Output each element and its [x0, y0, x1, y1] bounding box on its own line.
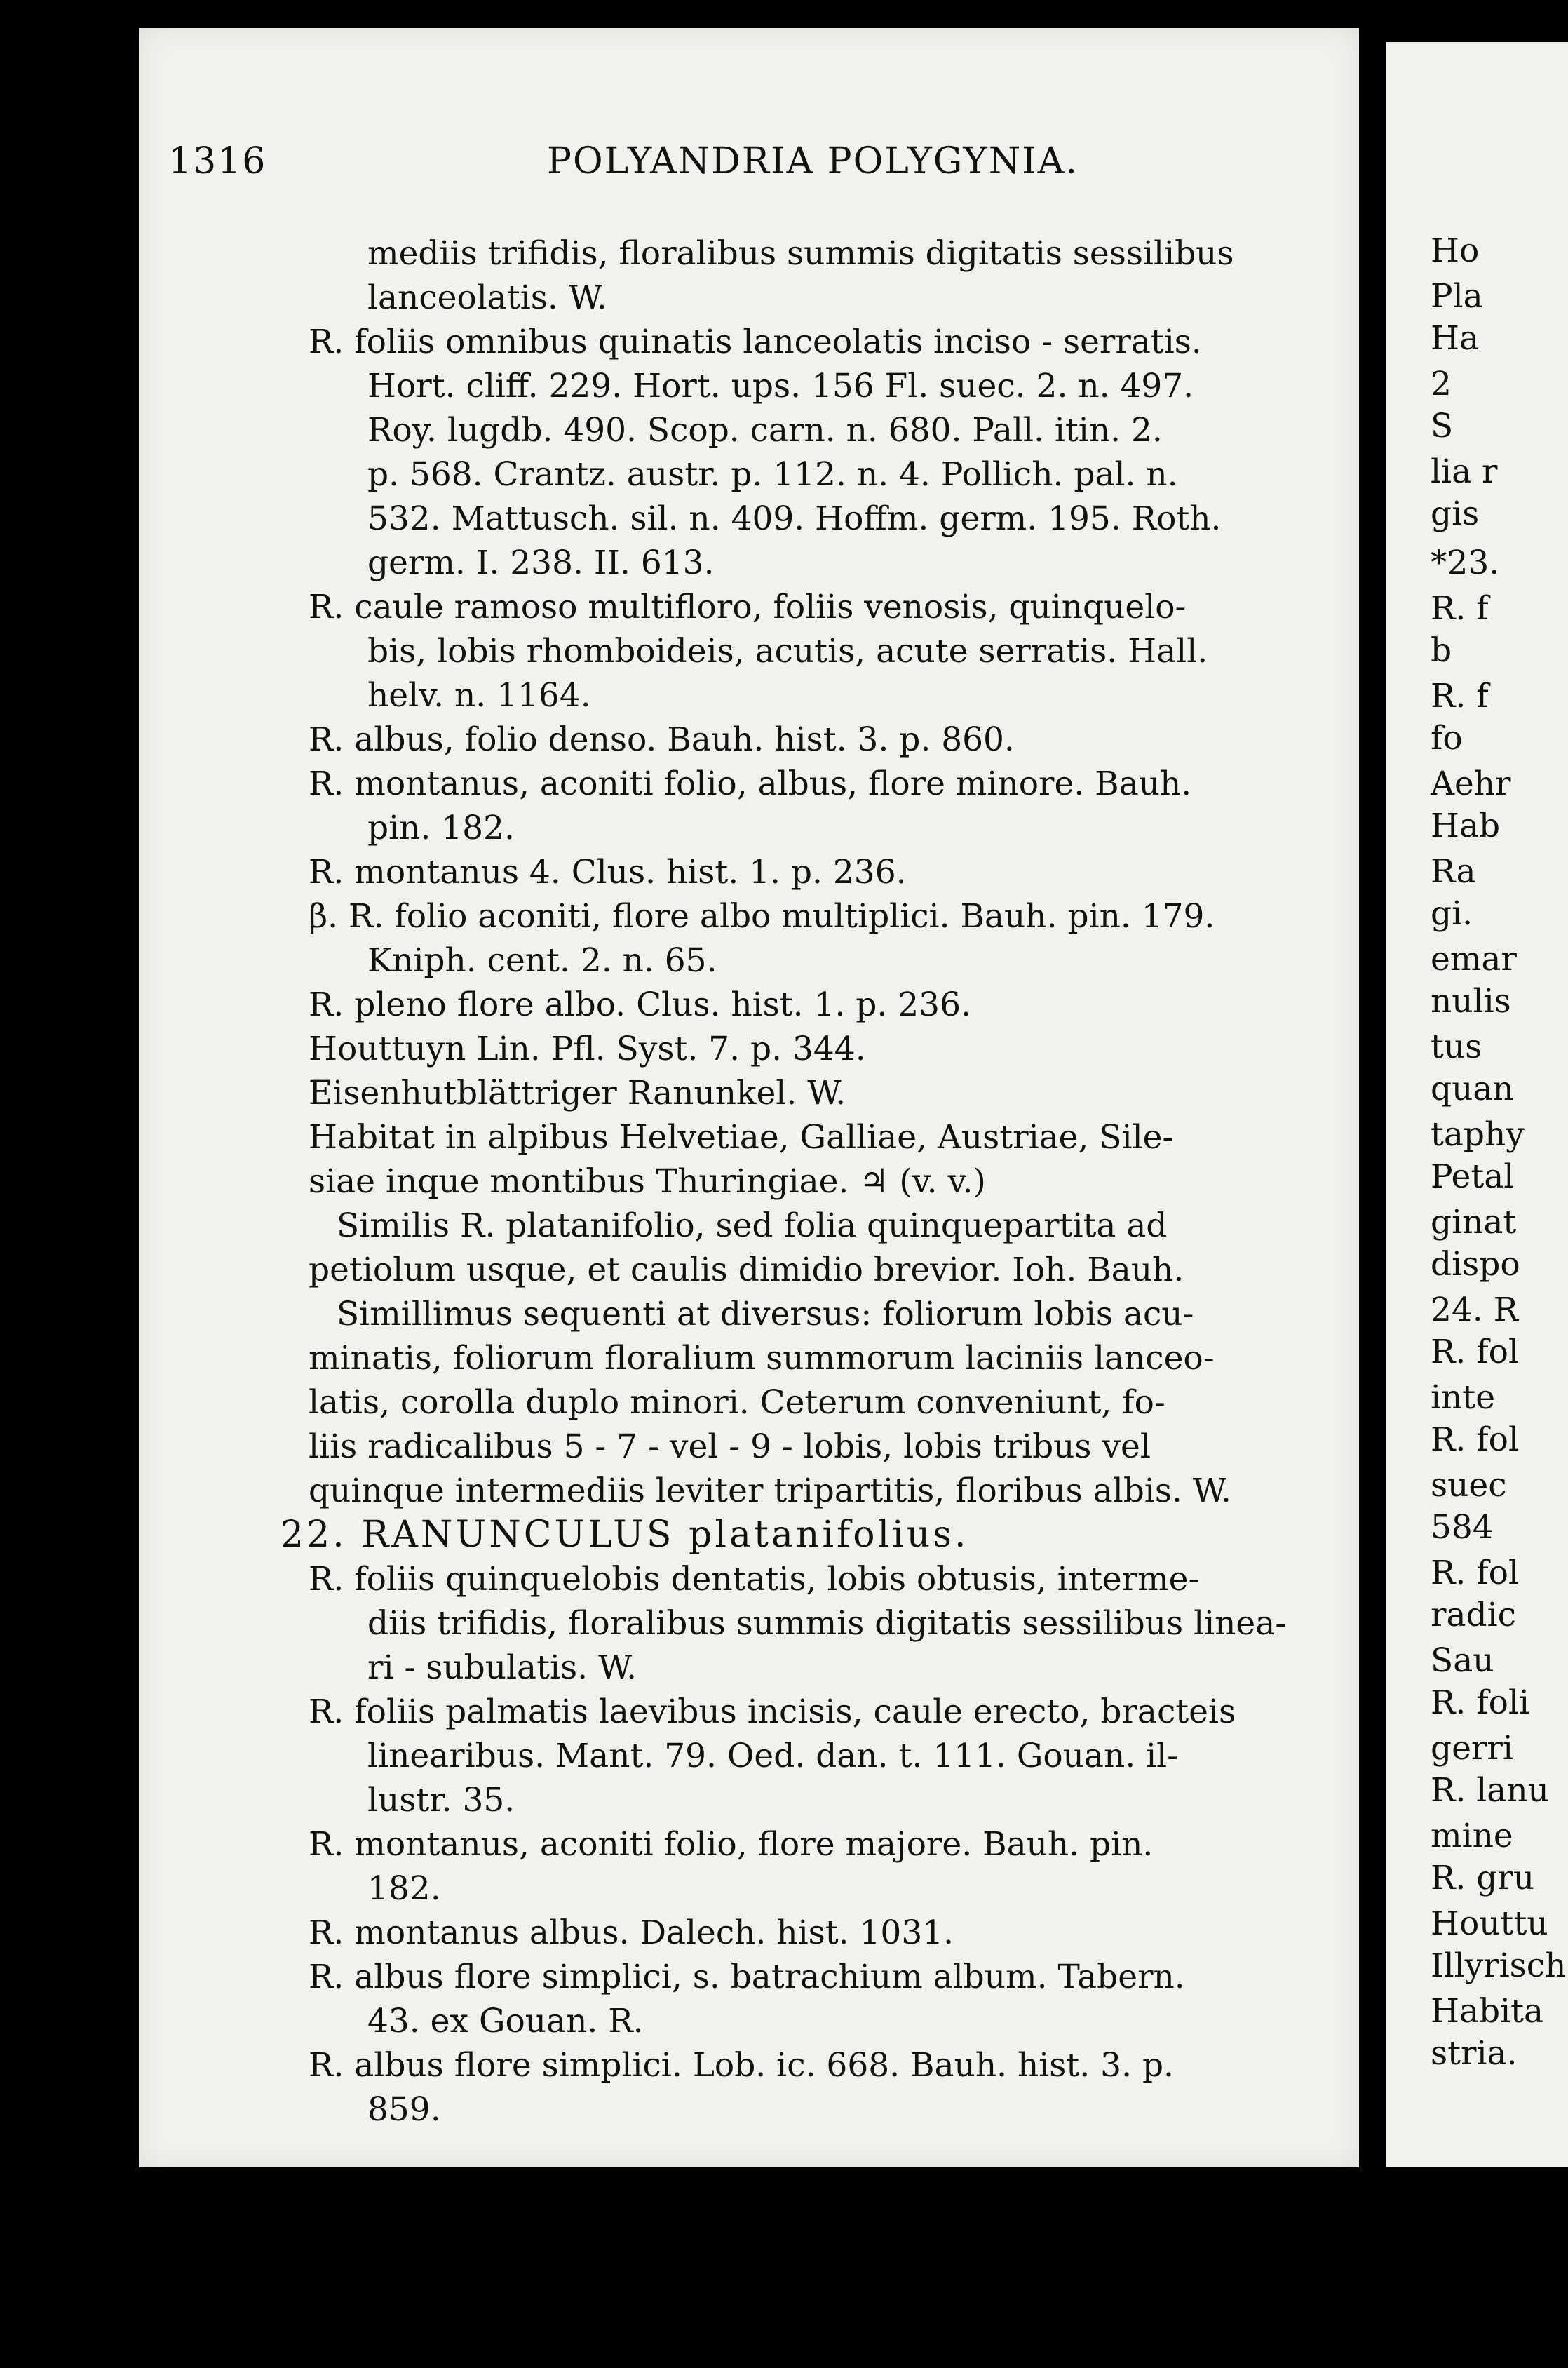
right-page-line: nulis [1431, 982, 1511, 1021]
right-page-line: Ra [1431, 852, 1476, 891]
right-page-line: gerri [1431, 1729, 1513, 1768]
text-line: Hort. cliff. 229. Hort. ups. 156 Fl. suec. 2. n. 497. [367, 367, 1194, 405]
text-line: latis, corolla duplo minori. Ceterum conveniunt, fo- [309, 1383, 1165, 1422]
right-page-line: R. fol [1431, 1333, 1519, 1371]
text-line: Roy. lugdb. 490. Scop. carn. n. 680. Pall. itin. 2. [367, 411, 1163, 450]
right-page-line: Pla [1431, 277, 1483, 316]
text-line: petiolum usque, et caulis dimidio brevior. Ioh. Bauh. [309, 1251, 1184, 1289]
text-line: lanceolatis. W. [367, 278, 607, 317]
text-line: germ. I. 238. II. 613. [367, 544, 715, 582]
text-line: siae inque montibus Thuringiae. ♃ (v. v.) [309, 1162, 986, 1201]
right-page-line: inte [1431, 1378, 1496, 1417]
text-line: ri - subulatis. W. [367, 1648, 637, 1687]
text-line: β. R. folio aconiti, flore albo multiplici. Bauh. pin. 179. [309, 897, 1215, 936]
text-line: R. albus, folio denso. Bauh. hist. 3. p. 860. [309, 720, 1015, 759]
text-line: R. foliis palmatis laevibus incisis, caule erecto, bracteis [309, 1693, 1236, 1731]
right-page-line: Aehr [1431, 765, 1511, 803]
right-page-line: b [1431, 631, 1452, 670]
text-line: bis, lobis rhomboideis, acutis, acute serratis. Hall. [367, 632, 1208, 671]
text-line: R. montanus albus. Dalech. hist. 1031. [309, 1913, 954, 1952]
right-page-line: emar [1431, 940, 1517, 978]
text-line: R. foliis quinquelobis dentatis, lobis obtusis, interme- [309, 1560, 1200, 1599]
right-page-line: R. f [1431, 677, 1489, 715]
right-page-line: 584 [1431, 1508, 1494, 1547]
text-line: lustr. 35. [367, 1781, 515, 1819]
text-line: R. caule ramoso multifloro, foliis venosis, quinquelo- [309, 588, 1187, 626]
right-page-line: R. foli [1431, 1683, 1530, 1722]
right-page-line: R. lanu [1431, 1771, 1549, 1810]
text-line: liis radicalibus 5 - 7 - vel - 9 - lobis, lobis tribus vel [309, 1427, 1151, 1466]
text-line: R. montanus 4. Clus. hist. 1. p. 236. [309, 853, 907, 892]
text-line: Eisenhutblättriger Ranunkel. W. [309, 1074, 846, 1112]
right-page-line: 24. R [1431, 1291, 1519, 1329]
text-line: Simillimus sequenti at diversus: foliorum lobis acu- [337, 1295, 1194, 1333]
right-page-line: R. fol [1431, 1420, 1519, 1459]
text-line: 859. [367, 2090, 441, 2129]
text-line: p. 568. Crantz. austr. p. 112. n. 4. Pollich. pal. n. [367, 455, 1178, 494]
right-page-line: Houttu [1431, 1904, 1548, 1943]
right-page-line: R. f [1431, 589, 1489, 628]
right-page-line: *23. [1431, 544, 1500, 582]
text-line: R. montanus, aconiti folio, albus, flore minore. Bauh. [309, 765, 1192, 803]
text-line: Houttuyn Lin. Pfl. Syst. 7. p. 344. [309, 1030, 866, 1068]
right-page-line: Petal [1431, 1157, 1515, 1196]
right-page-line: R. fol [1431, 1554, 1519, 1592]
text-line: R. montanus, aconiti folio, flore majore. Bauh. pin. [309, 1825, 1154, 1864]
right-page-line: gi. [1431, 894, 1473, 933]
right-page-line: taphy [1431, 1115, 1525, 1154]
text-line: R. albus flore simplici. Lob. ic. 668. Bauh. hist. 3. p. [309, 2046, 1174, 2085]
right-page-line: Illyrisch [1431, 1946, 1567, 1985]
text-line: 532. Mattusch. sil. n. 409. Hoffm. germ. 195. Roth. [367, 499, 1222, 538]
text-line: R. pleno flore albo. Clus. hist. 1. p. 236. [309, 985, 971, 1024]
right-page-line: tus [1431, 1028, 1482, 1066]
right-page-line: gis [1431, 495, 1480, 533]
text-line: R. albus flore simplici, s. batrachium album. Tabern. [309, 1958, 1185, 1996]
text-line: Similis R. platanifolio, sed folia quinquepartita ad [337, 1206, 1168, 1245]
right-page-line: mine [1431, 1817, 1513, 1855]
text-line: diis trifidis, floralibus summis digitatis sessilibus linea- [367, 1604, 1287, 1643]
text-line: helv. n. 1164. [367, 676, 591, 715]
right-page-line: Hab [1431, 807, 1501, 845]
right-page-line: S [1431, 407, 1454, 445]
text-line: 43. ex Gouan. R. [367, 2002, 644, 2040]
right-page-line: suec [1431, 1466, 1507, 1505]
text-line: linearibus. Mant. 79. Oed. dan. t. 111. Gouan. il- [367, 1737, 1179, 1775]
right-page-line: stria. [1431, 2034, 1518, 2073]
right-page-line: ginat [1431, 1203, 1517, 1242]
right-page-line: lia r [1431, 452, 1498, 491]
text-line: 22. RANUNCULUS platanifolius. [281, 1514, 969, 1556]
text-line: minatis, foliorum floralium summorum laciniis lanceo- [309, 1339, 1215, 1378]
right-page-line: Habita [1431, 1992, 1544, 2031]
page-body-text [281, 231, 1304, 2132]
text-line: Kniph. cent. 2. n. 65. [367, 941, 717, 980]
right-page-line: R. gru [1431, 1859, 1535, 1897]
text-line: mediis trifidis, floralibus summis digitatis sessilibus [367, 234, 1234, 273]
right-page-line: radic [1431, 1596, 1516, 1634]
right-page-line: Ho [1431, 231, 1480, 270]
text-line: 182. [367, 1869, 441, 1908]
right-page-line: quan [1431, 1070, 1514, 1108]
running-title: POLYANDRIA POLYGYNIA. [547, 140, 1079, 182]
right-page-line: Sau [1431, 1641, 1494, 1680]
right-page-line: fo [1431, 719, 1463, 758]
right-page-line: 2 [1431, 365, 1452, 403]
page-number: 1316 [168, 140, 267, 182]
right-page-line: dispo [1431, 1245, 1520, 1284]
text-line: quinque intermediis leviter tripartitis, floribus albis. W. [309, 1472, 1231, 1510]
right-page-line: Ha [1431, 319, 1480, 358]
text-line: Habitat in alpibus Helvetiae, Galliae, Austriae, Sile- [309, 1118, 1174, 1157]
text-line: R. foliis omnibus quinatis lanceolatis inciso - serratis. [309, 323, 1202, 361]
text-line: pin. 182. [367, 809, 515, 847]
